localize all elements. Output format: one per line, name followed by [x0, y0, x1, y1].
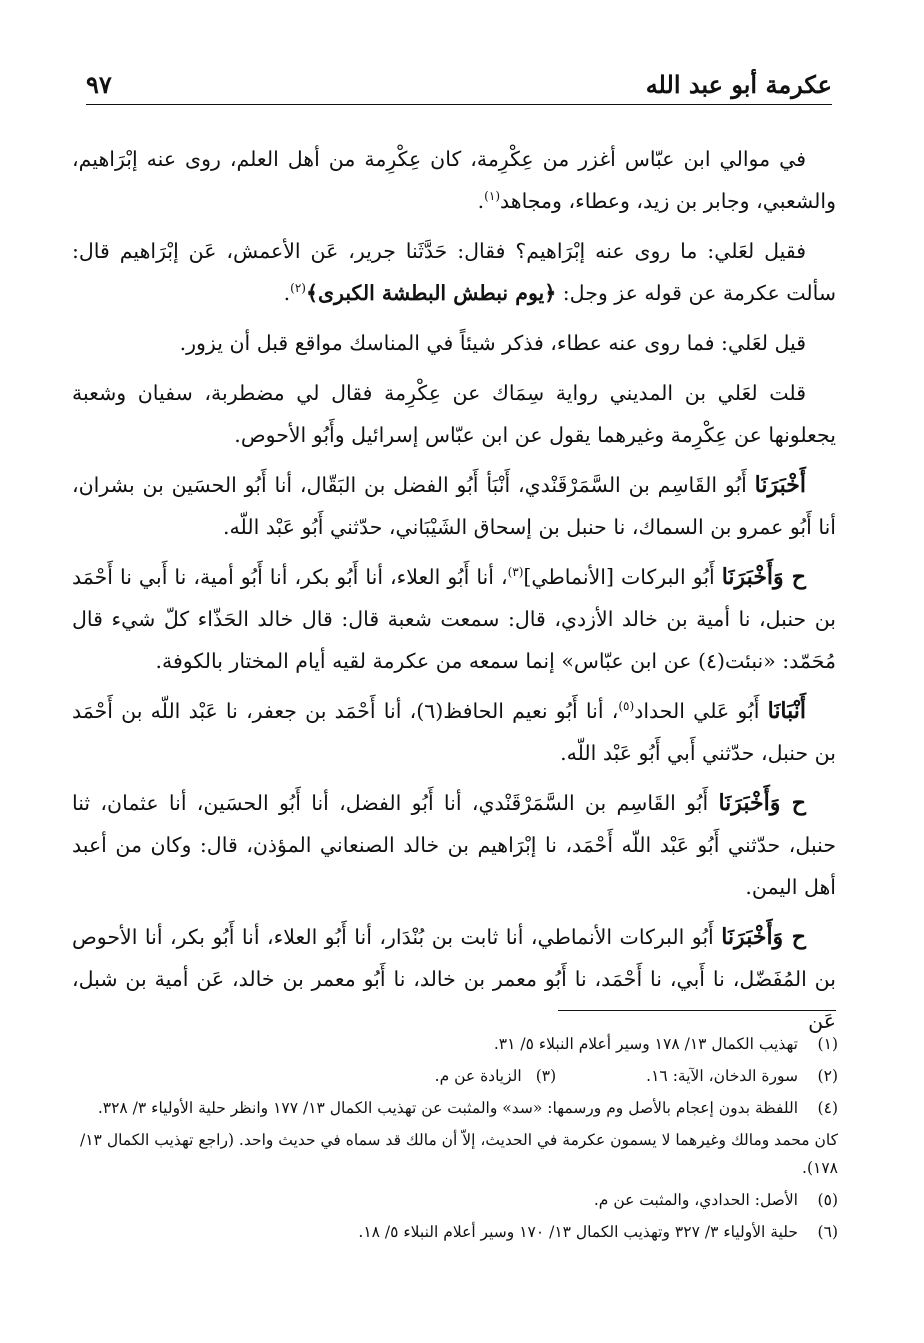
paragraph-6: ح وَأَخْبَرَنَا أَبُو البركات [الأنماطي]$^{(٣)}$، أنا أَبُو العلاء، أنا أَبُو بكر، أنا أَبُو أمية، نا أَبي نا أَحْمَد بن حنبل، نا أمية بن خالد الأزدي، قال: سمعت شعبة قال: قال خالد الحَذّاء كلّ شيء قال مُحَمّد: «نبئت(٤) عن ابن عبّاس» إنما سمعه من عكرمة لقيه أيام المختار بالكوفة. — [72, 564, 836, 673]
paragraph-9: ح وَأَخْبَرَنَا أَبُو البركات الأنماطي، أنا ثابت بن بُنْدَار، أنا أَبُو العلاء، أنا أَبُو بكر، أنا الأحوص بن المُفَضّل، نا أَبي، نا أَحْمَد، نا أَبُو معمر بن خالد، نا أَبُو معمر بن خالد، عَن أمية بن شبل، عَن — [72, 924, 836, 1033]
paragraph-7: أَنْبَانَا أَبُو عَلي الحداد$^{(٥)}$، أنا أَبُو نعيم الحافظ(٦)، أنا أَحْمَد بن جعفر، نا عَبْد اللّه بن أَحْمَد بن حنبل، حدّثني أَبي أَبُو عَبْد اللّه. — [72, 698, 836, 765]
page-header — [86, 64, 832, 104]
footnote-separator — [558, 1010, 836, 1011]
isnad-lead: ح وَأَخْبَرَنَا — [721, 924, 806, 950]
footnotes — [80, 1030, 838, 1250]
footnote-4-continued: كان محمد ومالك وغيرهما لا يسمون عكرمة في الحديث، إلاّ أن مالك قد سماه في حديث واحد. (راجع تهذيب الكمال ١٣/ ١٧٨). — [80, 1131, 838, 1177]
paragraph-5: أَخْبَرَنَا أَبُو القَاسِم بن السَّمَرْقَنْدي، أَنْبَأ أَبُو الفضل بن البَقّال، أنا أَبُو الحسَين بن بشران، أنا أَبُو عمرو بن السماك، نا حنبل بن إسحاق الشَيْبَاني، حدّثني أَبُو عَبْد اللّه. — [72, 472, 836, 539]
header-rule — [86, 104, 832, 105]
footnote-4: (٤) اللفظة بدون إعجام بالأصل وم ورسمها: «سد» والمثبت عن تهذيب الكمال ١٣/ ١٧٧ وانظر حلية الأولياء ٣/ ٣٢٨. — [97, 1099, 838, 1117]
footnote-ref: (١) — [484, 189, 500, 204]
isnad-lead: ح وَأَخْبَرَنَا — [718, 790, 806, 816]
footnote-5: (٥) الأصل: الحدادي، والمثبت عن م. — [593, 1191, 838, 1209]
footnote-ref: (٣) — [507, 565, 524, 580]
page-number: ٩٧ — [86, 70, 112, 99]
running-title: عكرمة أبو عبد الله — [645, 70, 832, 99]
paragraph-8: ح وَأَخْبَرَنَا أَبُو القَاسِم بن السَّمَرْقَنْدي، أنا أَبُو الفضل، أنا أَبُو الحسَين، أنا عثمان، ثنا حنبل، حدّثني أَبُو عَبْد اللّه أَحْمَد، نا إبْرَاهيم بن خالد الصنعاني المؤذن، قال: وكان من أعبد أهل اليمن. — [72, 790, 836, 899]
paragraph-2: فقيل لعَلي: ما روى عنه إبْرَاهيم؟ فقال: حَدَّثَنا جرير، عَن الأعمش، عَن إبْرَاهيم قال: سألت عكرمة عن قوله عز وجل: ﴿يوم نبطش البطشة الكبرى﴾$^{(٢)}$. — [72, 239, 836, 305]
isnad-lead: أَخْبَرَنَا — [754, 472, 806, 498]
footnote-ref: (٢) — [290, 281, 306, 296]
paragraph-1: في موالي ابن عبّاس أغزر من عِكْرِمة، كان عِكْرِمة من أهل العلم، روى عنه إبْرَاهيم، والشعبي، وجابر بن زيد، وعطاء، ومجاهد$^{(١)}$. — [72, 147, 836, 213]
footnote-ref: (٥) — [618, 699, 635, 714]
isnad-lead: أَنْبَانَا — [767, 698, 807, 724]
footnote-1: (١) تهذيب الكمال ١٣/ ١٧٨ وسير أعلام النبلاء ٥/ ٣١. — [493, 1035, 838, 1053]
footnote-6: (٦) حلية الأولياء ٣/ ٣٢٧ وتهذيب الكمال ١٣/ ١٧٠ وسير أعلام النبلاء ٥/ ١٨. — [358, 1223, 838, 1241]
isnad-lead: ح وَأَخْبَرَنَا — [721, 564, 806, 590]
footnote-2-3: (٢) سورة الدخان، الآية: ١٦. (٣) الزيادة عن م. — [434, 1067, 838, 1085]
main-text — [72, 138, 836, 1050]
paragraph-3: قيل لعَلي: فما روى عنه عطاء، فذكر شيئاً في المناسك مواقع قبل أن يزور. — [179, 331, 806, 355]
paragraph-4: قلت لعَلي بن المديني رواية سِمَاك عن عِكْرِمة فقال لي مضطربة، سفيان وشعبة يجعلونها عن عِكْرِمة وغيرهما يقول عن ابن عبّاس إسرائيل وأَبُو الأحوص. — [72, 381, 836, 447]
quran-verse: ﴿يوم نبطش البطشة الكبرى﴾ — [305, 281, 557, 305]
